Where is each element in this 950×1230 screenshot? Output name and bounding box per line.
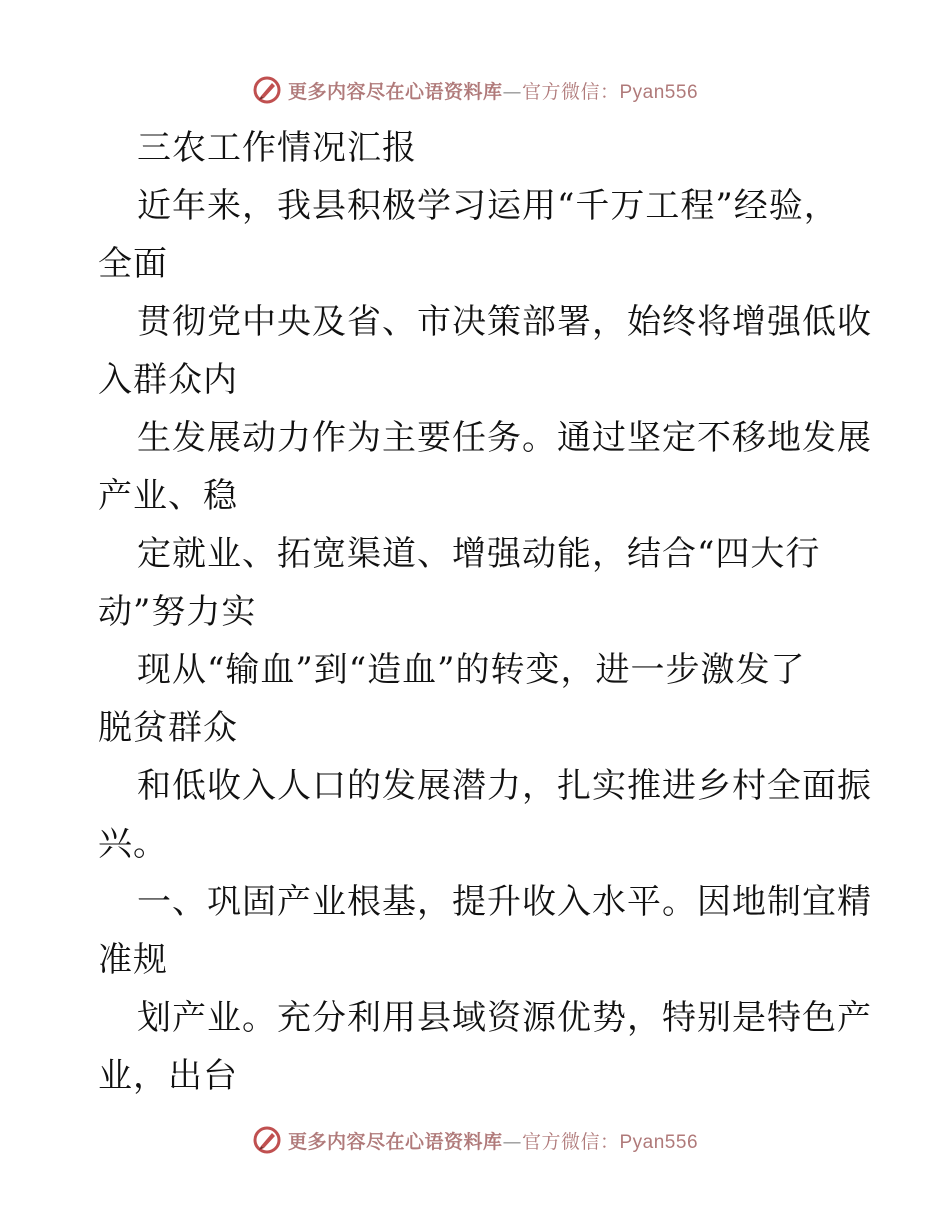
- paragraph-line: 脱贫群众: [98, 708, 238, 748]
- paragraph-line: 准规: [98, 940, 168, 980]
- paragraph-line: 生发展动力作为主要任务。通过坚定不移地发展: [137, 418, 872, 458]
- paragraph-line: 产业、稳: [98, 476, 238, 516]
- watermark-wechat-id: Pyan556: [619, 1131, 699, 1153]
- watermark-wechat-id: Pyan556: [619, 81, 699, 103]
- watermark-separator: —: [502, 1130, 522, 1153]
- document-title: 三农工作情况汇报: [137, 128, 417, 168]
- paragraph-line: 全面: [98, 244, 168, 284]
- paragraph-line: 定就业、拓宽渠道、增强动能，结合“四大行: [137, 534, 821, 574]
- paragraph-line: 兴。: [98, 824, 168, 864]
- watermark-site-text: 更多内容尽在心语资料库: [287, 1130, 503, 1153]
- watermark-text: [288, 77, 698, 104]
- pen-logo-icon: [252, 1125, 282, 1155]
- paragraph-line: 近年来，我县积极学习运用“千万工程”经验，: [137, 186, 839, 226]
- watermark-wechat-label: 官方微信：: [521, 1130, 620, 1153]
- watermark-banner-top: [0, 70, 950, 110]
- paragraph-line: 入群众内: [98, 360, 238, 400]
- paragraph-line: 贯彻党中央及省、市决策部署，始终将增强低收: [137, 302, 872, 342]
- watermark-wechat-label: 官方微信：: [521, 80, 620, 103]
- watermark-banner-bottom: [0, 1120, 950, 1160]
- watermark-site-text: 更多内容尽在心语资料库: [287, 80, 503, 103]
- paragraph-line: 动”努力实: [98, 592, 257, 632]
- paragraph-line: 划产业。充分利用县域资源优势，特别是特色产: [137, 998, 872, 1038]
- watermark-text: [288, 1127, 698, 1154]
- watermark-separator: —: [502, 80, 522, 103]
- paragraph-line: 和低收入人口的发展潜力，扎实推进乡村全面振: [137, 766, 872, 806]
- pen-logo-icon: [252, 75, 282, 105]
- paragraph-line: 现从“输血”到“造血”的转变，进一步激发了: [137, 650, 806, 690]
- paragraph-line: 业，出台: [98, 1056, 238, 1096]
- section-heading-line: 一、巩固产业根基，提升收入水平。因地制宜精: [137, 882, 872, 922]
